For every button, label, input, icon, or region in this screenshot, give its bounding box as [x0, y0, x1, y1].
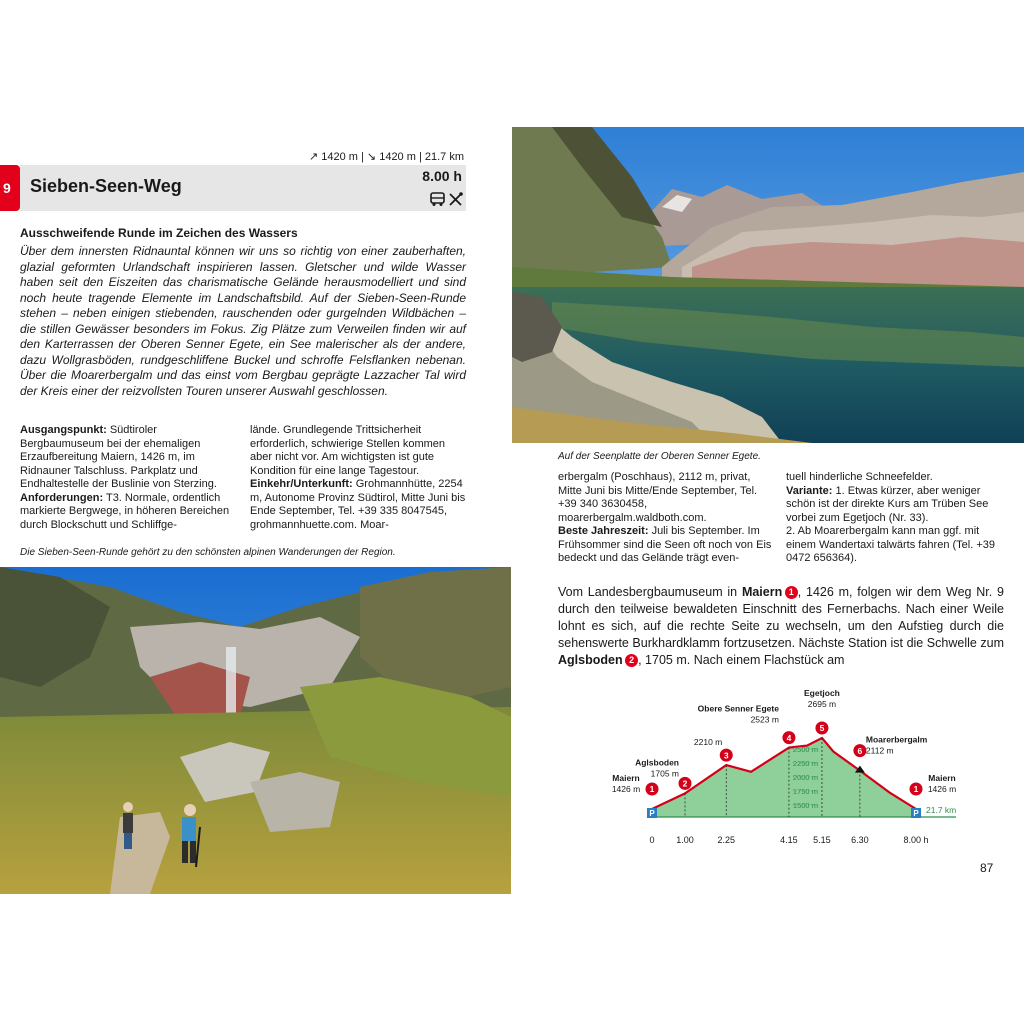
elevation-tick-label: 2500 m	[792, 744, 818, 754]
bottom-photo-caption: Die Sieben-Seen-Runde gehört zu den schönsten alpinen Wanderungen der Region.	[20, 547, 396, 558]
waypoint-name: Obere Senner Egete	[697, 703, 779, 714]
lake-photo	[512, 127, 1024, 443]
jahreszeit-label: Beste Jahreszeit:	[558, 525, 649, 537]
time-tick-label: 5.15	[813, 835, 831, 845]
waypoint-number: 6	[857, 745, 863, 756]
elevation-tick-label: 1500 m	[792, 800, 818, 810]
einkehr-text: Grohmannhütte, 2254 m, Autonome Provinz Südtirol, Mitte Juni bis Ende September, Tel. +39 335 8047545, grohmannhuette.com. Moar-	[250, 478, 466, 531]
aglsboden-label: Aglsboden	[558, 653, 623, 667]
waypoint-name: Maiern	[928, 773, 956, 783]
waypoint-altitude: 1705 m	[650, 768, 679, 779]
waypoint-altitude: 2695 m	[807, 699, 837, 709]
variante-label: Variante:	[786, 484, 833, 497]
waypoint-name: Maiern	[612, 773, 640, 783]
info-column-4	[786, 471, 1008, 566]
waypoint-altitude: 2210 m	[693, 737, 723, 748]
waypoint-badge-2: 2	[625, 654, 638, 667]
waypoint-name: Aglsboden	[635, 757, 679, 768]
page-number: 87	[980, 861, 994, 875]
time-tick-label: 6.30	[851, 835, 869, 845]
waypoint-number: 5	[819, 723, 825, 734]
maiern-label: Maiern	[741, 585, 783, 599]
waypoint-name: Egetjoch	[803, 688, 840, 698]
parking-icon-label: P	[649, 809, 655, 818]
time-tick-label: 0	[649, 835, 655, 845]
einkehr-label: Einkehr/Unterkunft:	[250, 478, 353, 490]
jahreszeit-text-cont: tuell hinderliche Schneefelder.	[786, 471, 933, 483]
intro-heading: Ausschweifende Runde im Zeichen des Wassers	[20, 226, 298, 240]
bus-icon	[430, 191, 464, 207]
waypoint-number: 1	[649, 784, 655, 795]
elevation-tick-label: 2250 m	[792, 758, 818, 768]
waypoint-altitude: 1426 m	[927, 784, 957, 794]
hikers-photo	[0, 567, 511, 894]
parking-icon-label: P	[913, 809, 919, 818]
waypoint-name: Moarerbergalm	[865, 734, 928, 745]
anforderungen-text: T3. Normale, ordentlich markierte Bergwege, in höheren Bereichen durch Blockschutt und Schliffge-	[20, 491, 230, 531]
waypoint-altitude: 2523 m	[750, 714, 779, 725]
top-photo-caption: Auf der Seenplatte der Oberen Senner Egete.	[558, 451, 761, 462]
variante-text-1: 1. Etwas kürzer, aber weniger schön ist der direkte Kurs am Trüben See vorbei zum Egetjoch (Nr. 33).	[786, 484, 989, 524]
ausgangspunkt-label: Ausgangspunkt:	[20, 424, 107, 436]
tour-stats: ↗ 1420 m | ↘ 1420 m | 21.7 km	[309, 151, 464, 163]
intro-text: Über dem innersten Ridnauntal können wir uns so richtig von einer zauberhaften, glazial geformten Urlandschaft inspirieren lassen. Gletscher und wilde Wasser haben seit den Eiszeiten das charismatische Gelände herausmodelliert und sind noch heute tragende Elemente im Landschaftsbild. Auf der Sieben-Seen-Runde stehen – neben einigen stiebenden, rauschenden oder gurgelnden Wildbächen – die stillen Gewässer besonders im Fokus. Zig Plätze zum Verweilen finden wir auf den Karterrassen der Oberen Senner Egete, ein See malerischer als der andere, dazu Wollgrasböden, rundgeschliffene Buckel und schroffe Felsflanken nebenan. Über die Moarerbergalm und das einst vom Bergbau geprägte Lazzacher Tal wird der Kreis einer der reizvollsten Touren unserer Auswahl geschlossen.	[20, 244, 466, 398]
elevation-tick-label: 2000 m	[792, 772, 818, 782]
route-text-part-1: Vom Landesbergbaumuseum in	[558, 585, 742, 599]
time-tick-label: 8.00 h	[903, 835, 929, 845]
tour-number-badge	[0, 165, 20, 211]
page-title: Sieben-Seen-Weg	[30, 176, 182, 196]
anforderungen-label: Anforderungen:	[20, 491, 104, 504]
tour-number: 9	[3, 180, 11, 196]
elevation-tick-label: 1750 m	[792, 786, 818, 796]
waypoint-number: 3	[723, 750, 729, 761]
anforderungen-text-cont: lände. Grundlegende Trittsicherheit erforderlich, schwierige Stellen kommen aber nicht vor. Am wichtigsten ist gute Kondition für eine lange Tagestour.	[250, 424, 446, 477]
ausgangspunkt-text: Südtiroler Bergbaumuseum bei der ehemaligen Erzaufbereitung Maiern, 1426 m, im Ridnauner Talschluss. Parkplatz und Endhaltestelle der Buslinie von Sterzing.	[20, 424, 217, 490]
variante-text-2: 2. Ab Moarerbergalm kann man ggf. mit einem Wandertaxi talwärts fahren (Tel. +39 0472 656364).	[786, 525, 995, 564]
time-tick-label: 2.25	[717, 835, 736, 845]
tour-duration: 8.00 h	[422, 168, 462, 184]
waypoint-number: 1	[913, 784, 919, 795]
route-text-part-3: , 1705 m. Nach einem Flachstück am	[638, 653, 845, 667]
jahreszeit-text: Juli bis September. Im Frühsommer sind die Seen oft noch von Eis bedeckt und das Gelände trägt even-	[558, 525, 772, 564]
route-description	[558, 584, 1004, 669]
waypoint-altitude: 1426 m	[611, 784, 641, 794]
time-tick-label: 4.15	[780, 835, 798, 845]
transport-icons	[424, 190, 464, 207]
route-text-part-2: , 1426 m, folgen wir dem Weg Nr. 9 durch den teilweise bewaldeten Einschnitt des Fernerbachs. Nach einer Weile lohnt es sich, auf die rechte Seite zu wechseln, um den Aufstieg durch die sehenswerte Burkhardklamm fortzusetzen. Nächste Station ist die Schwelle zum	[558, 585, 1004, 650]
einkehr-text-cont: erbergalm (Poschhaus), 2112 m, privat, Mitte Juni bis Mitte/Ende September, Tel. +39 340 3630458, moarerbergalm.waldboth.com.	[558, 471, 758, 524]
waypoint-badge-1: 1	[785, 586, 798, 599]
waypoint-altitude: 2112 m	[865, 745, 894, 756]
info-column-1	[20, 424, 238, 532]
info-column-3	[558, 471, 776, 566]
distance-label: 21.7 km	[926, 805, 957, 815]
elevation-profile	[600, 680, 980, 850]
hiking-icon	[450, 192, 463, 205]
waypoint-number: 2	[682, 778, 688, 789]
time-tick-label: 1.00	[676, 835, 694, 845]
info-column-2	[250, 424, 466, 532]
waypoint-number: 4	[786, 732, 792, 743]
